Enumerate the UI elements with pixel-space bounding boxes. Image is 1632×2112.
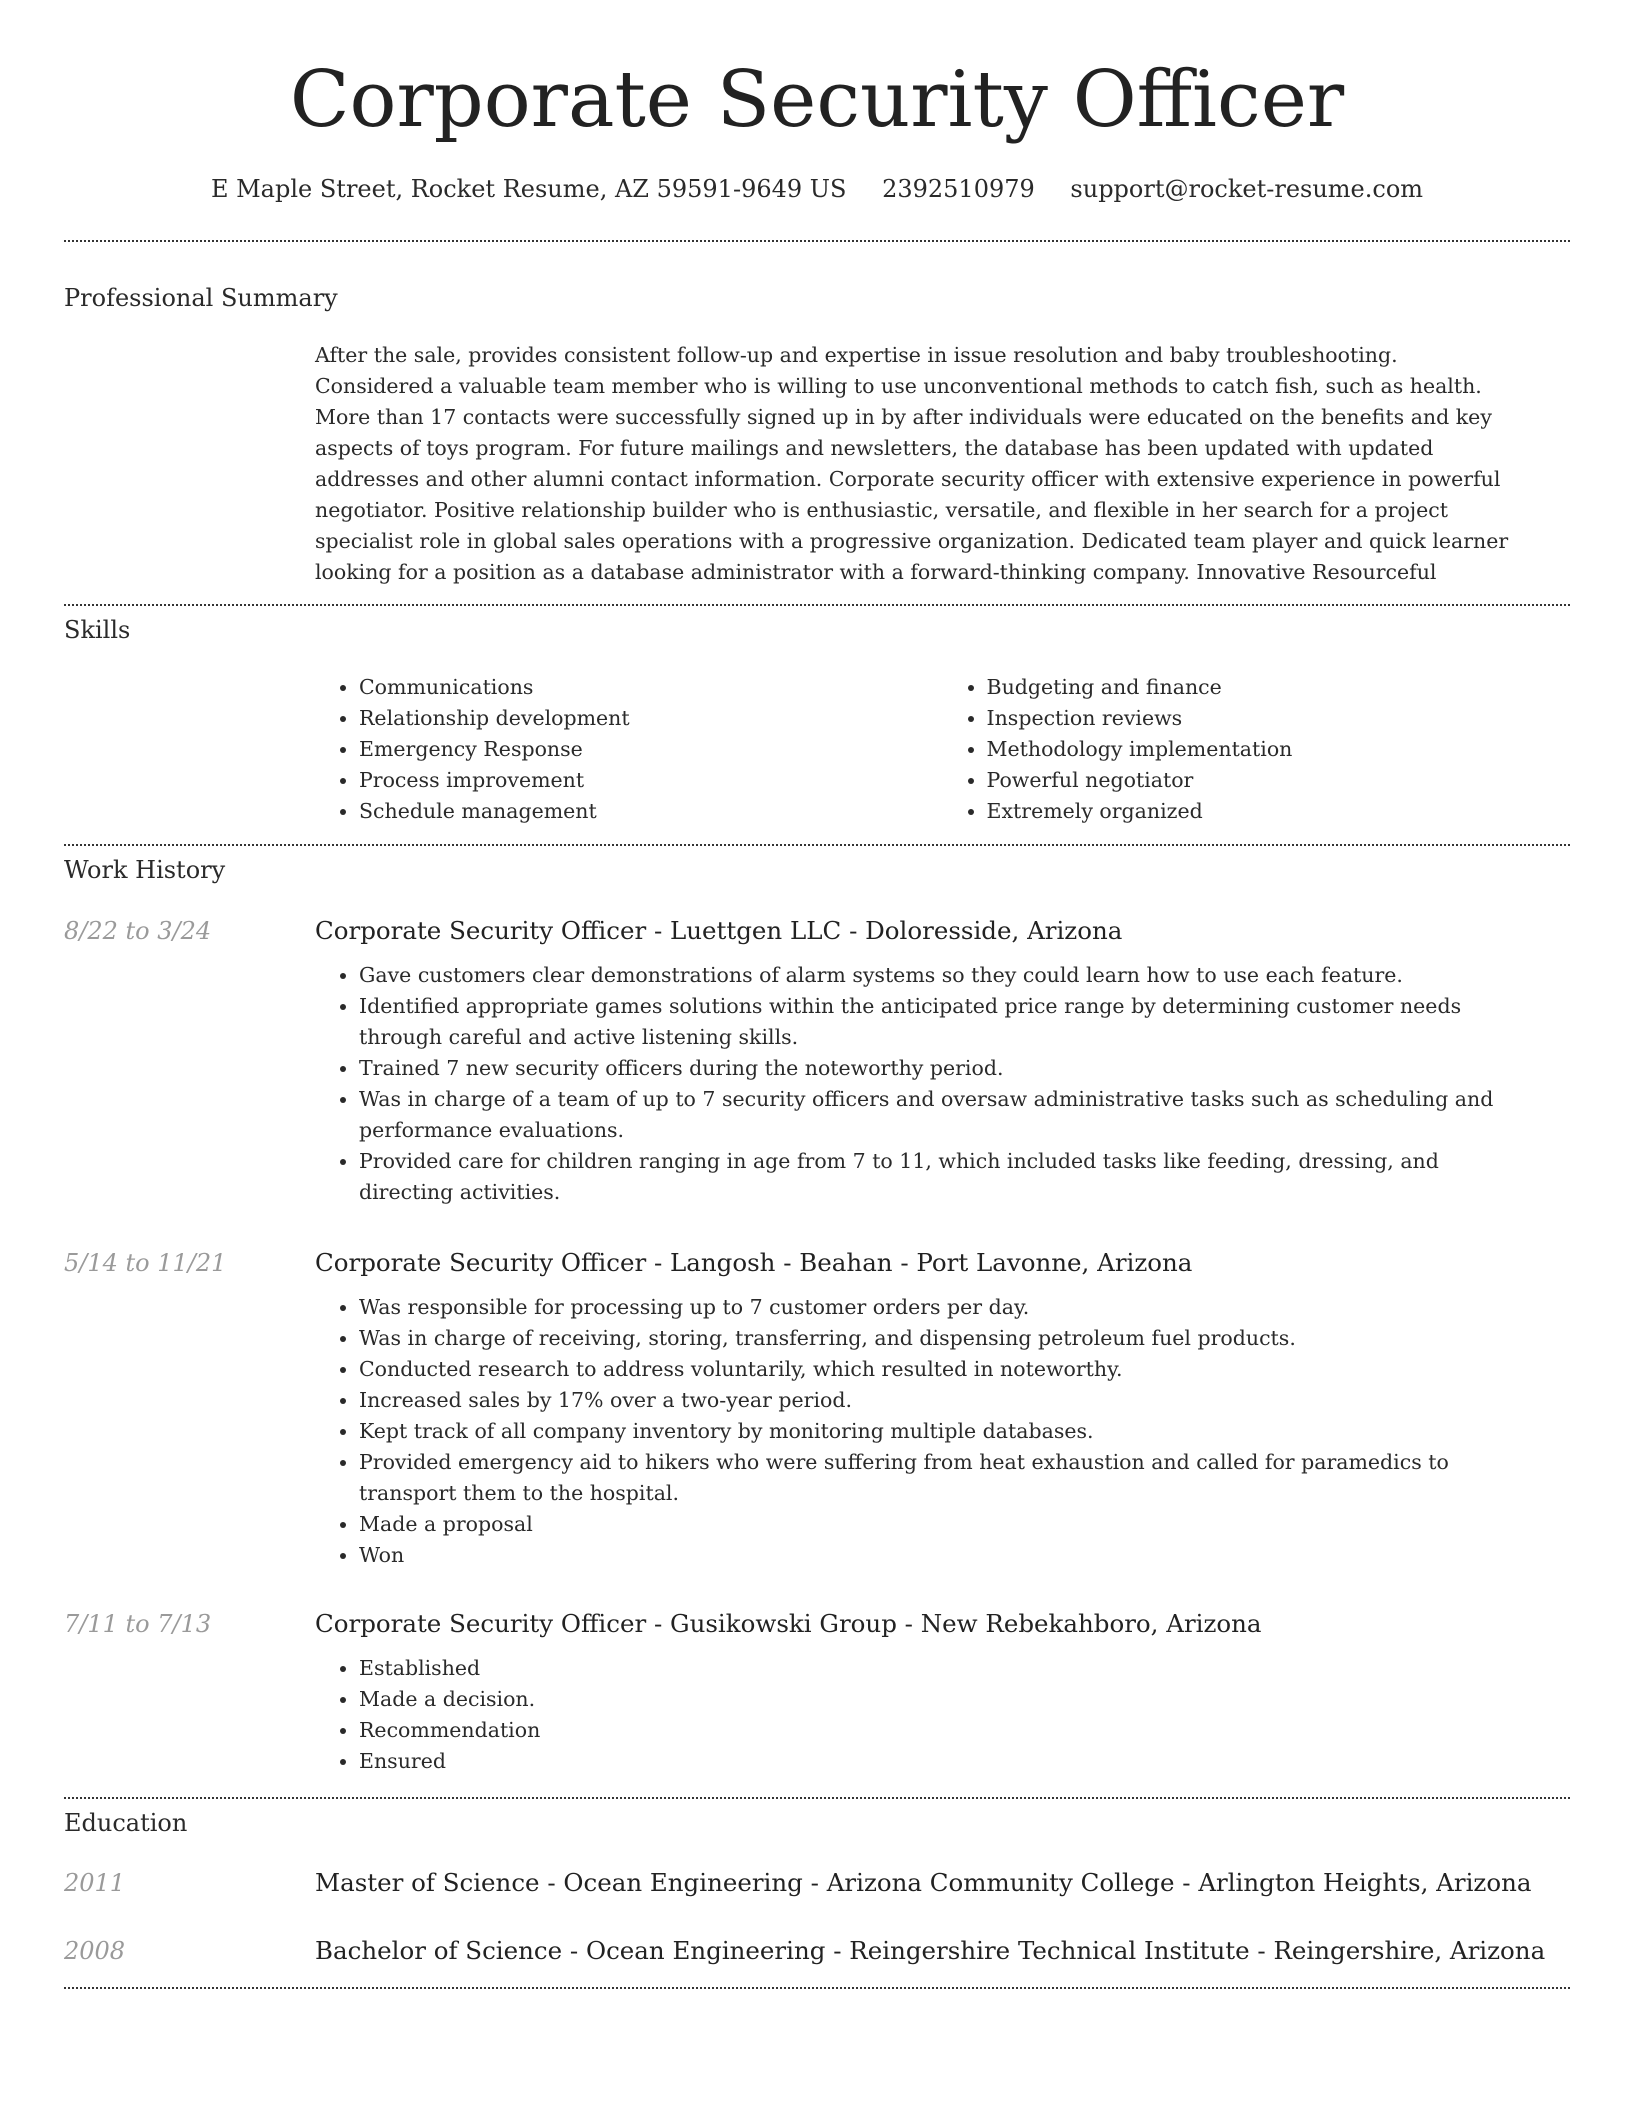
job-entry: [315, 1607, 1515, 1777]
skill-item: • Process improvement: [359, 765, 943, 796]
skill-item: • Extremely organized: [987, 796, 1571, 827]
job-bullets: [315, 1653, 1515, 1777]
skills-column-right: [943, 672, 1571, 827]
job-bullet: • Gave customers clear demonstrations of alarm systems so they could learn how to use each feature.: [359, 960, 1515, 991]
contact-email: support@rocket-resume.com: [1070, 175, 1424, 203]
job-bullet: • Ensured: [359, 1746, 1515, 1777]
job-bullet: • Provided emergency aid to hikers who were suffering from heat exhaustion and called for paramedics to transport them to the hospital.: [359, 1447, 1515, 1509]
education-year: 2008: [64, 1937, 126, 1965]
job-bullet: • Trained 7 new security officers during the noteworthy period.: [359, 1053, 1515, 1084]
job-bullet: • Was in charge of a team of up to 7 security officers and oversaw administrative tasks such as scheduling and performance evaluations.: [359, 1084, 1515, 1146]
skill-item: • Relationship development: [359, 703, 943, 734]
skill-item: • Schedule management: [359, 796, 943, 827]
job-title: Corporate Security Officer - Luettgen LLC - Doloresside, Arizona: [315, 916, 1123, 945]
skill-item: • Communications: [359, 672, 943, 703]
job-bullet: • Won: [359, 1540, 1515, 1571]
work-heading: Work History: [64, 856, 226, 884]
job-bullets: [315, 960, 1515, 1208]
summary-text: After the sale, provides consistent follow-up and expertise in issue resolution and baby troubleshooting. Considered a valuable team member who is willing to use unconventional methods to catch fish, such as health. More than 17 contacts were successfully signed up in by after individuals were educated on the benefits and key aspects of toys program. For future mailings and newsletters, the database has been updated with updated addresses and other alumni contact information. Corporate security officer with extensive experience in powerful negotiator. Positive relationship builder who is enthusiastic, versatile, and flexible in her search for a project specialist role in global sales operations with a progressive organization. Dedicated team player and quick learner looking for a position as a database administrator with a forward-thinking company. Innovative Resourceful: [315, 343, 1509, 584]
job-bullet: • Was in charge of receiving, storing, transferring, and dispensing petroleum fuel products.: [359, 1323, 1515, 1354]
job-bullet: • Established: [359, 1653, 1515, 1684]
divider: [64, 240, 1570, 242]
job-bullet: • Identified appropriate games solutions within the anticipated price range by determining customer needs through careful and active listening skills.: [359, 991, 1515, 1053]
skill-item: • Methodology implementation: [987, 734, 1571, 765]
job-dates: 5/14 to 11/21: [64, 1249, 227, 1277]
job-bullet: • Kept track of all company inventory by monitoring multiple databases.: [359, 1416, 1515, 1447]
contact-address: E Maple Street, Rocket Resume, AZ 59591-9649 US: [210, 175, 847, 203]
job-bullet: • Recommendation: [359, 1715, 1515, 1746]
job-bullet: • Made a decision.: [359, 1684, 1515, 1715]
job-bullets: [315, 1292, 1515, 1571]
contact-line: [64, 172, 1570, 206]
skills-list: [315, 672, 1570, 827]
skills-column-left: [315, 672, 943, 827]
skill-item: • Inspection reviews: [987, 703, 1571, 734]
job-title: Corporate Security Officer - Gusikowski Group - New Rebekahboro, Arizona: [315, 1609, 1262, 1638]
divider: [64, 1797, 1570, 1799]
job-dates: 7/11 to 7/13: [64, 1610, 212, 1638]
job-entry: [315, 1246, 1515, 1571]
summary-heading: Professional Summary: [64, 284, 338, 312]
skill-item: • Budgeting and finance: [987, 672, 1571, 703]
skill-item: • Emergency Response: [359, 734, 943, 765]
education-title: Bachelor of Science - Ocean Engineering - Reingershire Technical Institute - Reingershire, Arizona: [315, 1936, 1546, 1965]
job-bullet: • Conducted research to address voluntarily, which resulted in noteworthy.: [359, 1354, 1515, 1385]
job-dates: 8/22 to 3/24: [64, 917, 212, 945]
education-year: 2011: [64, 1869, 126, 1897]
contact-phone: 2392510979: [882, 175, 1035, 203]
job-bullet: • Was responsible for processing up to 7 customer orders per day.: [359, 1292, 1515, 1323]
education-heading: Education: [64, 1809, 188, 1837]
skill-item: • Powerful negotiator: [987, 765, 1571, 796]
job-bullet: • Provided care for children ranging in age from 7 to 11, which included tasks like feeding, dressing, and directing activities.: [359, 1146, 1515, 1208]
resume-name: Corporate Security Officer: [289, 55, 1345, 145]
summary-section: [315, 340, 1515, 588]
job-bullet: • Increased sales by 17% over a two-year period.: [359, 1385, 1515, 1416]
job-entry: [315, 914, 1515, 1208]
divider: [64, 604, 1570, 606]
skills-heading: Skills: [64, 616, 131, 644]
divider: [64, 844, 1570, 846]
education-title: Master of Science - Ocean Engineering - Arizona Community College - Arlington Heights, Arizona: [315, 1868, 1532, 1897]
job-bullet: • Made a proposal: [359, 1509, 1515, 1540]
divider: [64, 1987, 1570, 1989]
job-title: Corporate Security Officer - Langosh - Beahan - Port Lavonne, Arizona: [315, 1248, 1193, 1277]
